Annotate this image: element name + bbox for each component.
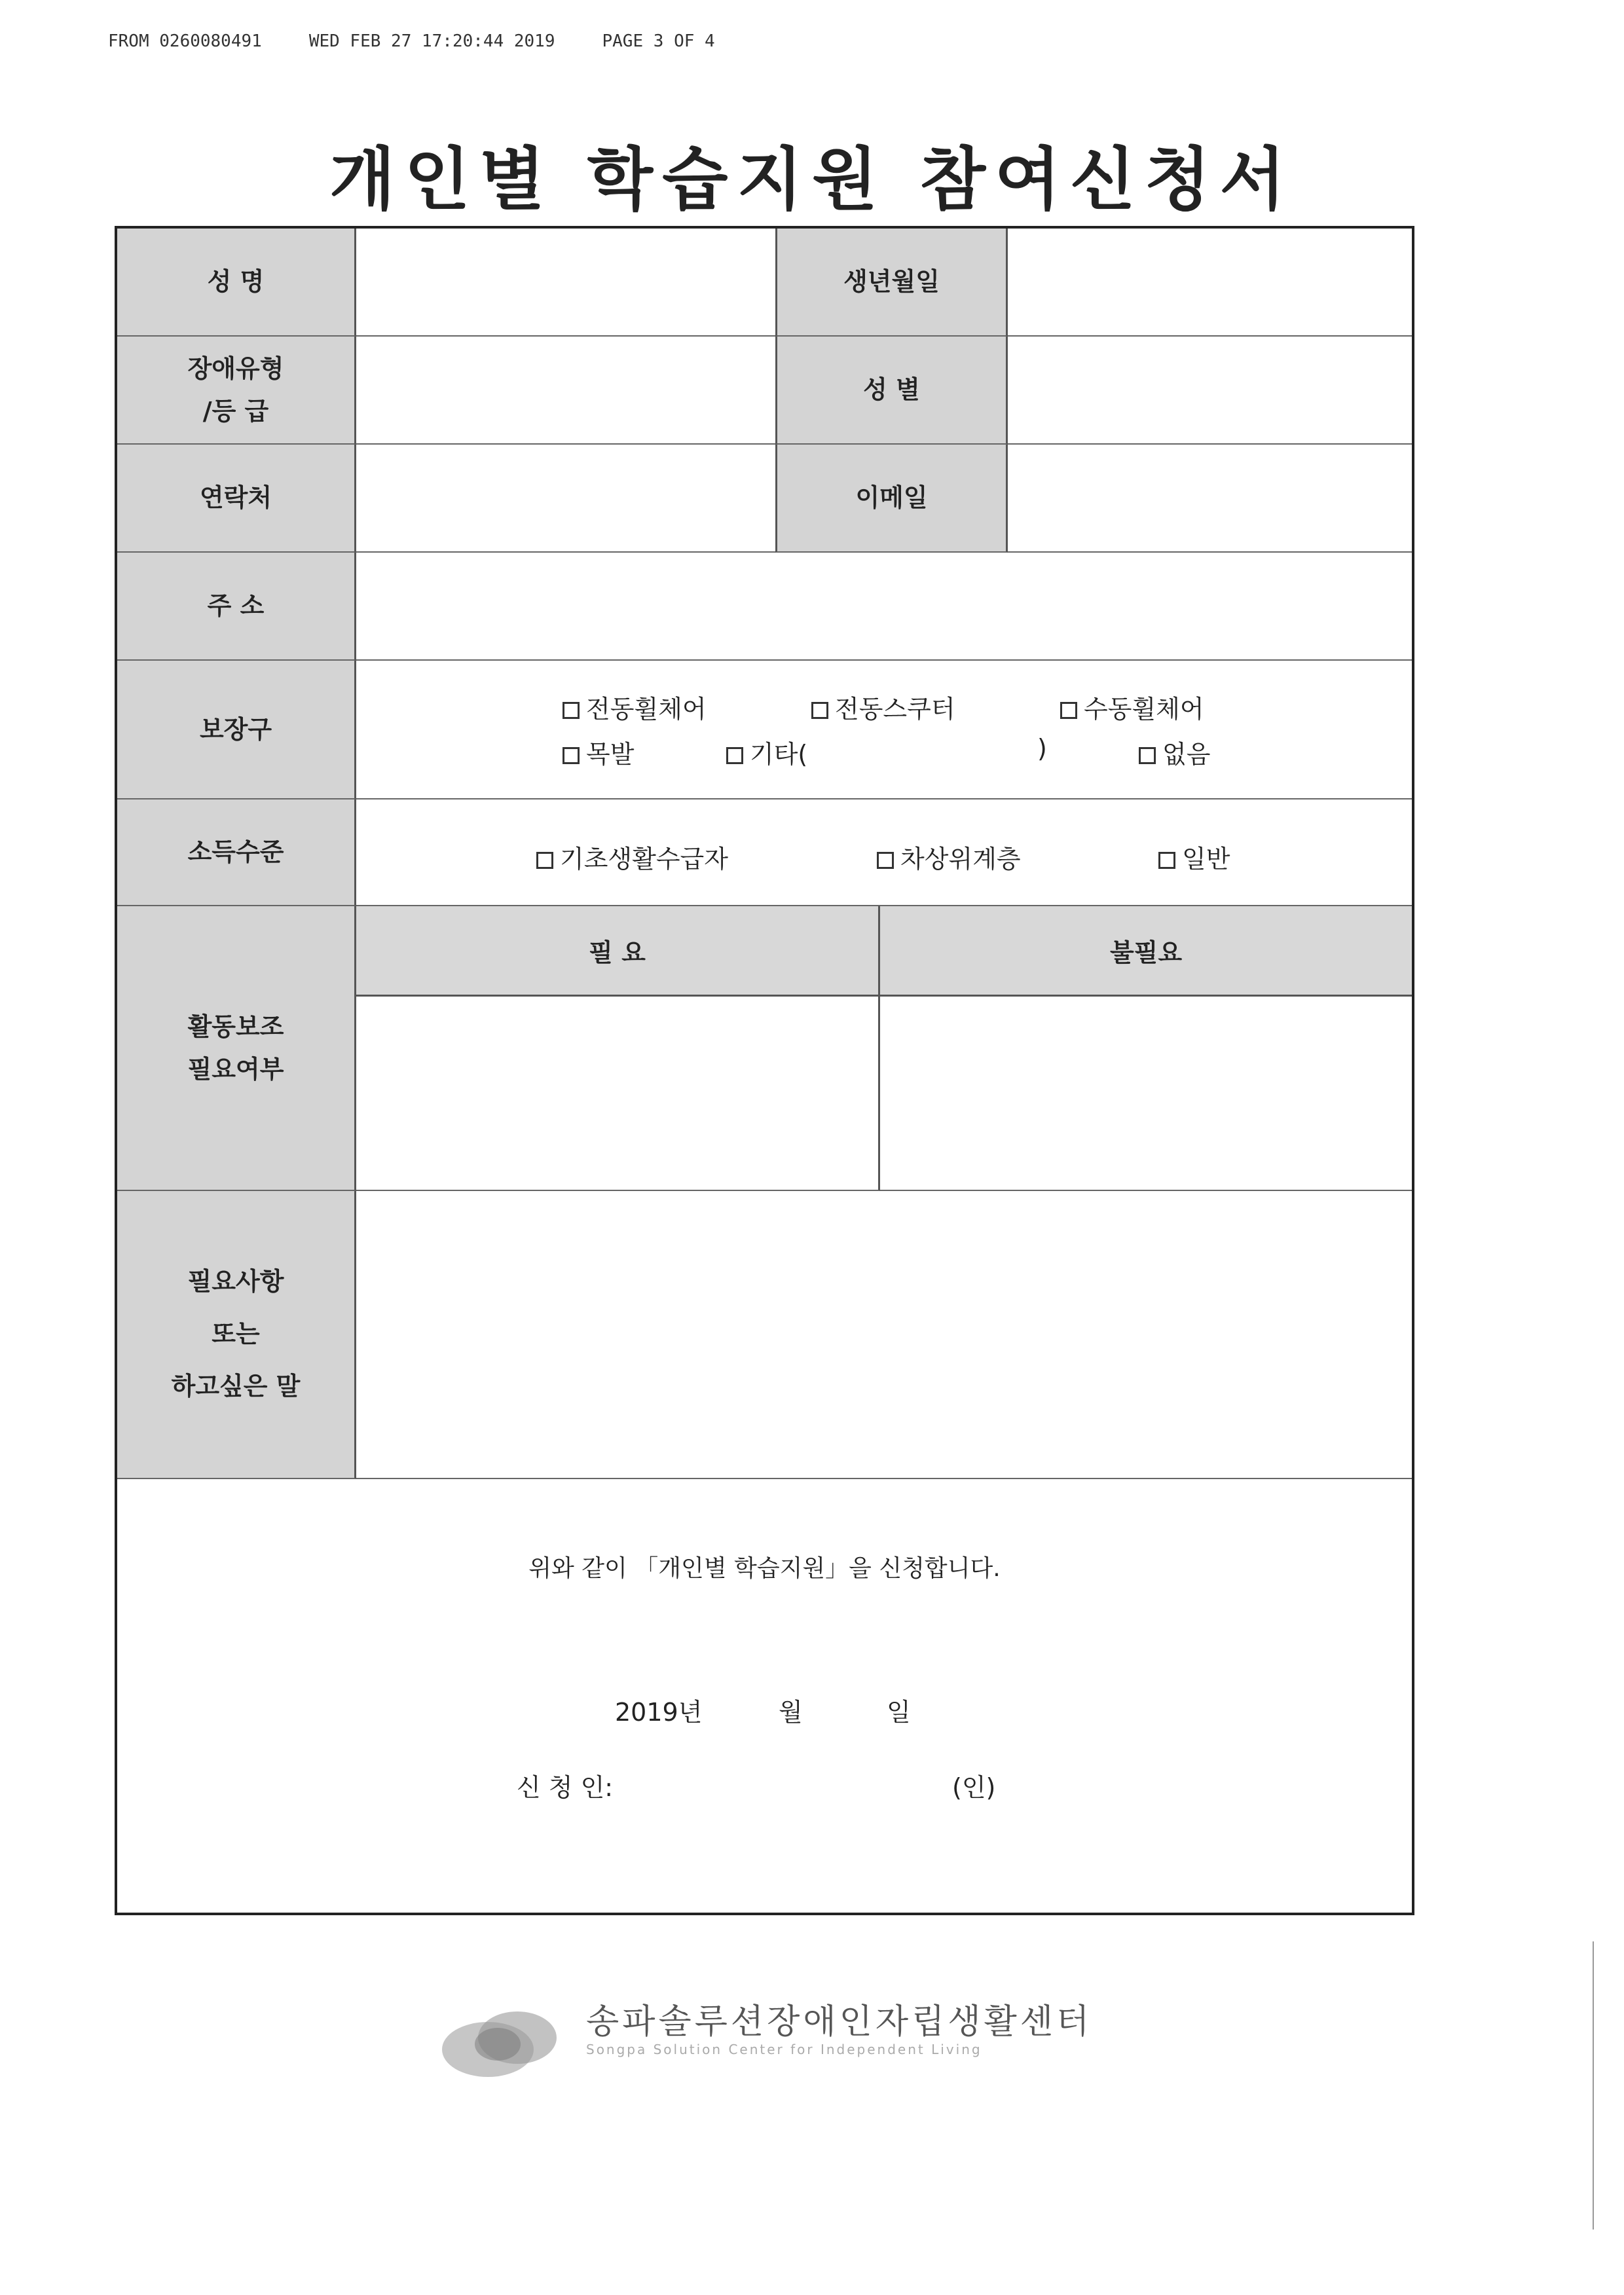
application-form-table xyxy=(115,226,1414,1915)
label-income: 소득수준 xyxy=(117,799,356,906)
support-needed-header: 필 요 xyxy=(356,906,880,997)
income-option-basic-recipient[interactable]: 기초생활수급자 xyxy=(536,839,728,875)
label-aid: 보장구 xyxy=(117,661,356,799)
support-not-needed-field[interactable] xyxy=(880,997,1412,1191)
income-option-general[interactable]: 일반 xyxy=(1158,839,1230,875)
organization-name: 송파솔루션장애인자립생활센터 xyxy=(586,2002,1093,2042)
label-name: 성 명 xyxy=(117,229,356,337)
fax-date: WED FEB 27 17:20:44 2019 xyxy=(308,31,555,51)
checkbox-icon xyxy=(1158,852,1175,869)
label-contact: 연락처 xyxy=(117,445,356,553)
email-field[interactable] xyxy=(1008,445,1412,553)
notes-field[interactable] xyxy=(356,1191,1412,1479)
label-support: 활동보조 필요여부 xyxy=(117,906,356,1191)
date-year: 2019년 xyxy=(615,1698,703,1727)
label-disability: 장애유형 /등 급 xyxy=(117,337,356,445)
support-not-needed-header: 불필요 xyxy=(880,906,1412,997)
organization-logo-icon xyxy=(435,2004,566,2082)
aid-option-power-wheelchair[interactable]: 전동휠체어 xyxy=(563,689,707,725)
checkbox-icon xyxy=(811,702,828,719)
aid-option-manual-wheelchair[interactable]: 수동휠체어 xyxy=(1060,689,1204,725)
income-option-near-poverty[interactable]: 차상위계층 xyxy=(877,839,1021,875)
label-birth: 생년월일 xyxy=(775,229,1008,337)
label-gender: 성 별 xyxy=(775,337,1008,445)
fax-header xyxy=(108,31,762,51)
checkbox-icon xyxy=(1060,702,1077,719)
checkbox-icon xyxy=(563,747,580,764)
aid-options-area xyxy=(356,661,1412,799)
date-day: 일 xyxy=(887,1698,911,1727)
organization-english-name: Songpa Solution Center for Independent Living xyxy=(586,2042,982,2057)
form-title: 개인별 학습지원 참여신청서 xyxy=(329,139,1295,219)
date-month: 월 xyxy=(779,1698,803,1727)
checkbox-icon xyxy=(536,852,553,869)
contact-field[interactable] xyxy=(356,445,775,553)
checkbox-icon xyxy=(877,852,894,869)
gender-field[interactable] xyxy=(1008,337,1412,445)
checkbox-icon xyxy=(563,702,580,719)
applicant-label: 신 청 인: xyxy=(517,1773,614,1802)
label-notes: 필요사항 또는 하고싶은 말 xyxy=(117,1191,356,1479)
address-field[interactable] xyxy=(356,553,1412,661)
label-address: 주 소 xyxy=(117,553,356,661)
birth-date-field[interactable] xyxy=(1008,229,1412,337)
applicant-seal: (인) xyxy=(952,1773,996,1802)
aid-option-power-scooter[interactable]: 전동스쿠터 xyxy=(811,689,955,725)
fax-page: PAGE 3 OF 4 xyxy=(602,31,715,51)
support-needed-field[interactable] xyxy=(356,997,880,1191)
scan-edge-line xyxy=(1593,1941,1594,2230)
name-field[interactable] xyxy=(356,229,775,337)
declaration-text: 위와 같이 「개인별 학습지원」을 신청합니다. xyxy=(528,1555,1001,1582)
disability-field[interactable] xyxy=(356,337,775,445)
aid-option-none[interactable]: 없음 xyxy=(1139,734,1210,770)
aid-option-other-close: ) xyxy=(1037,734,1047,763)
aid-option-crutches[interactable]: 목발 xyxy=(563,734,634,770)
label-email: 이메일 xyxy=(775,445,1008,553)
checkbox-icon xyxy=(726,747,743,764)
checkbox-icon xyxy=(1139,747,1156,764)
fax-from: FROM 0260080491 xyxy=(108,31,262,51)
aid-option-other[interactable]: 기타( xyxy=(726,734,807,770)
